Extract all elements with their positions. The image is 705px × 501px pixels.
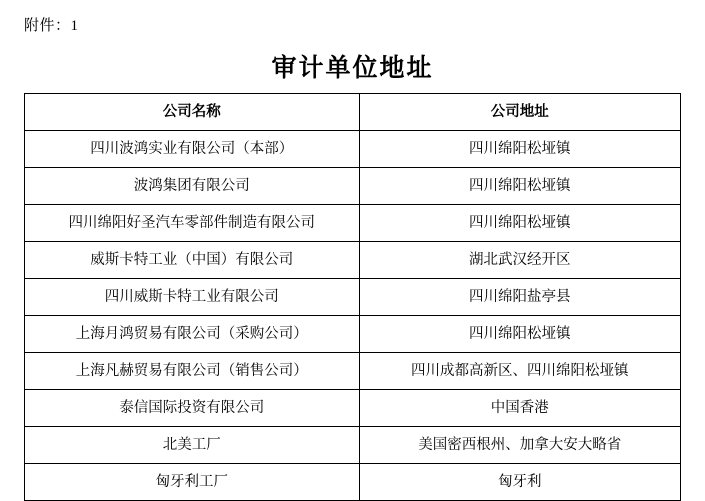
cell-company-name: 四川波鸿实业有限公司（本部） <box>25 131 360 168</box>
page-title: 审计单位地址 <box>271 55 434 82</box>
table-row <box>25 205 681 242</box>
table-row <box>25 353 681 390</box>
cell-company-name: 波鸿集团有限公司 <box>25 168 360 205</box>
attachment-label: 附件：1 <box>24 18 79 34</box>
table-row <box>25 427 681 464</box>
cell-company-name: 四川绵阳好圣汽车零部件制造有限公司 <box>25 205 360 242</box>
table-row <box>25 316 681 353</box>
cell-company-address: 四川绵阳松垭镇 <box>359 205 680 242</box>
audit-table-container <box>24 93 681 501</box>
table-row <box>25 464 681 501</box>
cell-company-name: 北美工厂 <box>25 427 360 464</box>
column-header-company-address: 公司地址 <box>359 94 680 131</box>
cell-company-name: 四川威斯卡特工业有限公司 <box>25 279 360 316</box>
table-row <box>25 242 681 279</box>
cell-company-name: 上海月鸿贸易有限公司（采购公司） <box>25 316 360 353</box>
cell-company-name: 威斯卡特工业（中国）有限公司 <box>25 242 360 279</box>
cell-company-address: 四川绵阳松垭镇 <box>359 131 680 168</box>
cell-company-address: 湖北武汉经开区 <box>359 242 680 279</box>
table-row <box>25 279 681 316</box>
cell-company-address: 四川成都高新区、四川绵阳松垭镇 <box>359 353 680 390</box>
cell-company-address: 匈牙利 <box>359 464 680 501</box>
audit-table <box>24 93 681 501</box>
table-row <box>25 131 681 168</box>
cell-company-address: 四川绵阳盐亭县 <box>359 279 680 316</box>
cell-company-address: 中国香港 <box>359 390 680 427</box>
table-header-row <box>25 94 681 131</box>
cell-company-name: 匈牙利工厂 <box>25 464 360 501</box>
table-row <box>25 168 681 205</box>
cell-company-address: 美国密西根州、加拿大安大略省 <box>359 427 680 464</box>
cell-company-name: 上海凡赫贸易有限公司（销售公司） <box>25 353 360 390</box>
cell-company-name: 泰信国际投资有限公司 <box>25 390 360 427</box>
table-row <box>25 390 681 427</box>
cell-company-address: 四川绵阳松垭镇 <box>359 316 680 353</box>
cell-company-address: 四川绵阳松垭镇 <box>359 168 680 205</box>
column-header-company-name: 公司名称 <box>25 94 360 131</box>
